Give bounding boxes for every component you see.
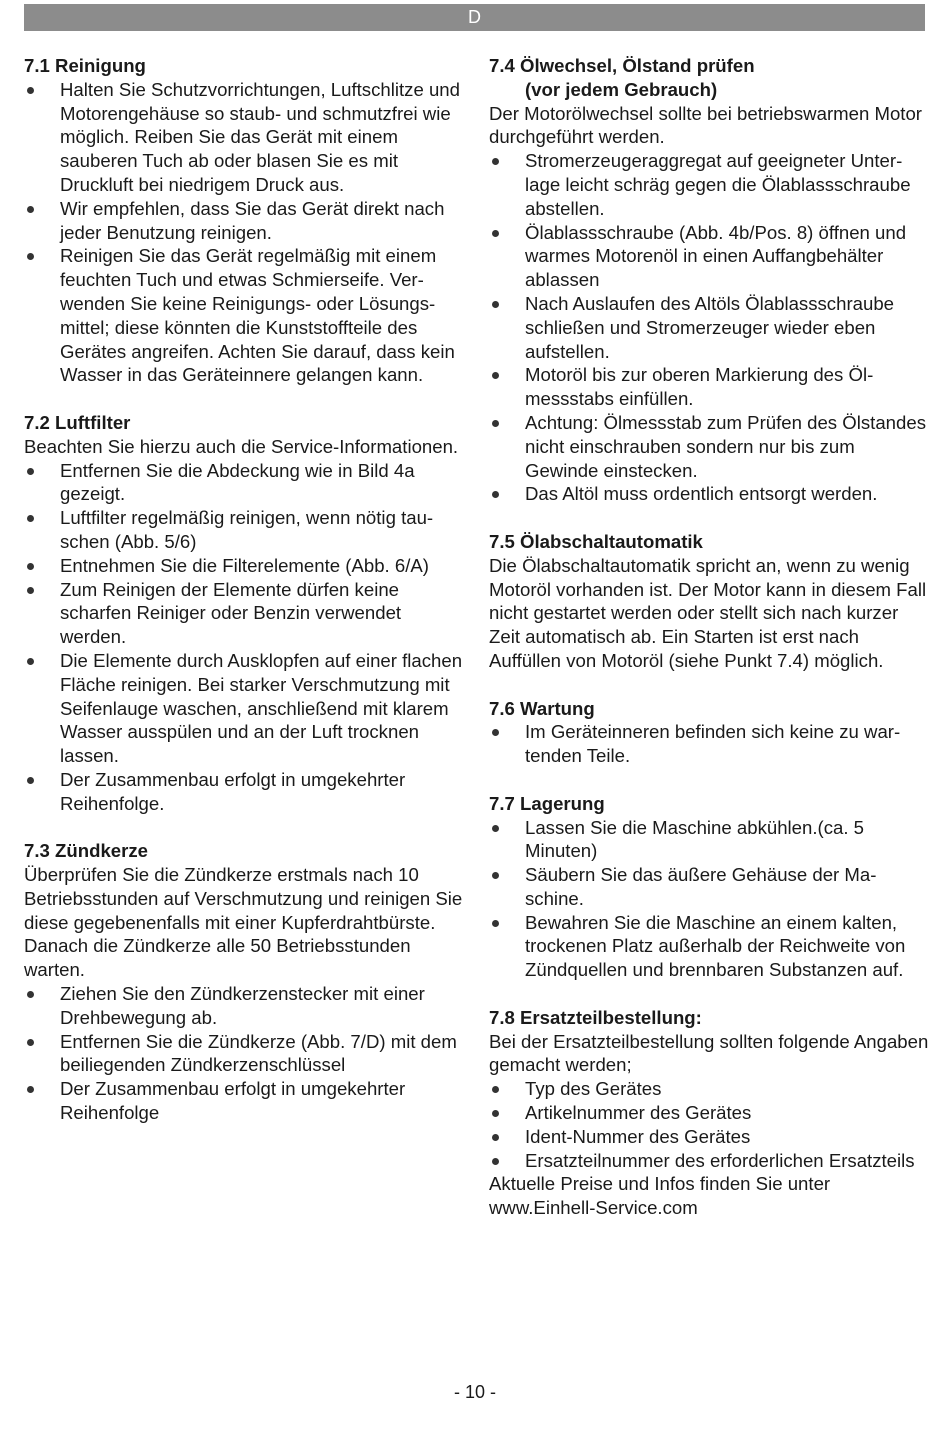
list-item: Lassen Sie die Maschine abkühlen.(ca. 5 Minuten): [489, 816, 929, 864]
section-7-4-oelwechsel: [489, 54, 929, 506]
section-7-6-wartung: [489, 697, 929, 768]
list-item: Entfernen Sie die Zündkerze (Abb. 7/D) mit dem beiliegenden Zündkerzenschlüssel: [24, 1030, 464, 1078]
list-item: Im Geräteinneren befinden sich keine zu wartenden Teile.: [489, 720, 929, 768]
bullet-list: [24, 459, 464, 816]
section-7-1-reinigung: [24, 54, 464, 387]
list-item: Halten Sie Schutzvorrichtungen, Luftschlitze und Motorengehäuse so staub- und schmutzfrei wie möglich. Reiben Sie das Gerät mit einem sauberen Tuch ab oder blasen Sie es mit Druckluft bei niedrigem Druck aus.: [24, 78, 464, 197]
list-item: Reinigen Sie das Gerät regelmäßig mit einem feuchten Tuch und etwas Schmierseife. Verwenden Sie keine Reinigungs- oder Lösungsmittel; diese könnten die Kunststoffteile des Gerätes angreifen. Achten Sie darauf, dass kein Wasser in das Geräteinnere gelangen kann.: [24, 244, 464, 387]
section-title: 7.8 Ersatzteilbestellung:: [489, 1006, 702, 1028]
list-item: Ersatzteilnummer des erforderlichen Ersatzteils: [489, 1149, 929, 1173]
bullet-list: [489, 816, 929, 983]
list-item: Das Altöl muss ordentlich entsorgt werden.: [489, 482, 929, 506]
section-subtitle: (vor jedem Gebrauch): [525, 78, 718, 100]
list-item: Ident-Nummer des Gerätes: [489, 1125, 929, 1149]
list-item: Zum Reinigen der Elemente dürfen keine scharfen Reiniger oder Benzin verwendet werden.: [24, 578, 464, 649]
section-title: 7.6 Wartung: [489, 697, 595, 719]
section-title: 7.2 Luftfilter: [24, 411, 131, 433]
bullet-list: [24, 78, 464, 387]
section-7-5-oelabschaltautomatik: [489, 530, 929, 673]
bullet-list: [24, 982, 464, 1125]
page-number: - 10 -: [453, 1382, 496, 1402]
left-column: [24, 54, 464, 1149]
list-item: Nach Auslaufen des Altöls Ölablassschraube schließen und Stromerzeuger wieder eben aufstellen.: [489, 292, 929, 363]
service-info-text: Aktuelle Preise und Infos finden Sie unter www.Einhell-Service.com: [489, 1173, 831, 1219]
list-item: Ziehen Sie den Zündkerzenstecker mit einer Drehbewegung ab.: [24, 982, 464, 1030]
section-title: 7.7 Lagerung: [489, 792, 605, 814]
section-intro: Überprüfen Sie die Zündkerze erstmals nach 10 Betriebsstunden auf Verschmutzung und reinigen Sie diese gegebenenfalls mit einer Kupferdrahtbürste. Danach die Zündkerze alle 50 Betriebsstunden warten.: [24, 864, 463, 981]
language-label: D: [468, 7, 481, 27]
bullet-list: [489, 149, 929, 506]
section-title: 7.4 Ölwechsel, Ölstand prüfen: [489, 55, 755, 76]
list-item: Wir empfehlen, dass Sie das Gerät direkt nach jeder Benutzung reinigen.: [24, 197, 464, 245]
section-7-7-lagerung: [489, 792, 929, 982]
list-item: Der Zusammenbau erfolgt in umgekehrter Reihenfolge: [24, 1077, 464, 1125]
list-item: Entfernen Sie die Abdeckung wie in Bild 4a gezeigt.: [24, 459, 464, 507]
list-item: Typ des Gerätes: [489, 1077, 929, 1101]
bullet-list: [489, 720, 929, 768]
section-7-8-ersatzteilbestellung: [489, 1006, 929, 1220]
section-intro: Bei der Ersatzteilbestellung sollten folgende Angaben gemacht werden;: [489, 1030, 929, 1076]
list-item: Bewahren Sie die Maschine an einem kalten, trockenen Platz außerhalb der Reichweite von Zündquellen und brennbaren Substanzen auf.: [489, 911, 929, 982]
bullet-list: [489, 1077, 929, 1172]
list-item: Ölablassschraube (Abb. 4b/Pos. 8) öffnen und warmes Motorenöl in einen Auffangbehälter ablassen: [489, 221, 929, 292]
list-item: Motoröl bis zur oberen Markierung des Ölmessstabs einfüllen.: [489, 363, 929, 411]
list-item: Säubern Sie das äußere Gehäuse der Maschine.: [489, 863, 929, 911]
language-header-bar: [24, 4, 925, 31]
list-item: Artikelnummer des Gerätes: [489, 1101, 929, 1125]
list-item: Stromerzeugeraggregat auf geeigneter Unterlage leicht schräg gegen die Ölablassschraube abstellen.: [489, 149, 929, 220]
section-title: 7.1 Reinigung: [24, 55, 146, 76]
section-intro: Beachten Sie hierzu auch die Service-Informationen.: [24, 435, 459, 457]
list-item: Achtung: Ölmessstab zum Prüfen des Ölstandes nicht einschrauben sondern nur bis zum Gewinde einstecken.: [489, 411, 929, 482]
list-item: Die Elemente durch Ausklopfen auf einer flachen Fläche reinigen. Bei starker Verschmutzung mit Seifenlauge waschen, anschließend mit klarem Wasser ausspülen und an der Luft trocknen lassen.: [24, 649, 464, 768]
list-item: Der Zusammenbau erfolgt in umgekehrter Reihenfolge.: [24, 768, 464, 816]
section-title: 7.3 Zündkerze: [24, 840, 149, 862]
section-title: 7.5 Ölabschaltautomatik: [489, 530, 703, 552]
section-intro: Der Motorölwechsel sollte bei betriebswarmen Motor durchgeführt werden.: [489, 102, 922, 148]
list-item: Entnehmen Sie die Filterelemente (Abb. 6/A): [24, 554, 464, 578]
list-item: Luftfilter regelmäßig reinigen, wenn nötig tauschen (Abb. 5/6): [24, 506, 464, 554]
right-column: [489, 54, 929, 1244]
section-7-2-luftfilter: [24, 411, 464, 816]
section-intro: Die Ölabschaltautomatik spricht an, wenn zu wenig Motoröl vorhanden ist. Der Motor kann in diesem Fall nicht gestartet werden oder stellt sich nach kurzer Zeit automatisch ab. Ein Starten ist erst nach Auffüllen von Motoröl (siehe Punkt 7.4) möglich.: [489, 554, 927, 671]
section-7-3-zuendkerze: [24, 839, 464, 1125]
